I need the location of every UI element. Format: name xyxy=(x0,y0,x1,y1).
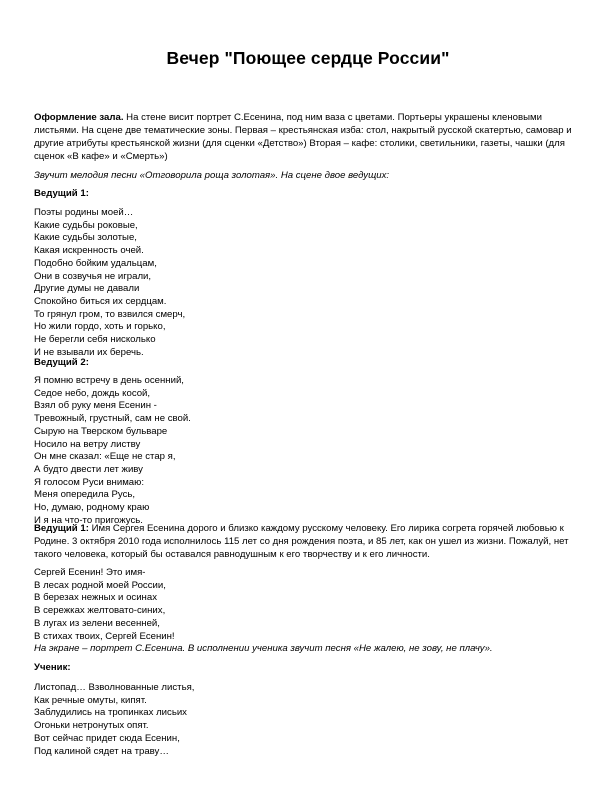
poem-line: Сырую на Тверском бульваре xyxy=(34,425,168,437)
poem-line: Я голосом Руси внимаю: xyxy=(34,476,145,488)
poem-line: Вот сейчас придет сюда Есенин, xyxy=(34,732,180,744)
host1-speech-text: Имя Сергея Есенина дорого и близко каждому русскому человеку. Его лирика согрета горячей любовью к Родине. 3 октября 2010 года исполнилось 115 лет со дня рождения поэта, и 85 лет, как он ушел из жизни. Пожалуй, нет такого человека, который бы оставался равнодушным к его творчеству и к его личности. xyxy=(34,523,569,560)
poem-line: В лесах родной моей России, xyxy=(34,579,166,591)
host1-speech xyxy=(34,522,574,561)
poem-line: Они в созвучья не играли, xyxy=(34,270,152,282)
poem-line: Седое небо, дождь косой, xyxy=(34,387,151,399)
stage-direction-2: На экране – портрет С.Есенина. В исполнении ученика звучит песня «Не жалею, не зову, не плачу». xyxy=(34,643,493,654)
student-label: Ученик: xyxy=(34,662,71,673)
poem-line: Носило на ветру листву xyxy=(34,438,141,450)
poem-line: Подобно бойким удальцам, xyxy=(34,257,157,269)
poem-line: Какие судьбы золотые, xyxy=(34,232,137,244)
poem-line: Заблудились на тропинках лисьих xyxy=(34,707,187,719)
poem-line: Огоньки нетронутых опят. xyxy=(34,720,149,732)
poem-line: В лугах из зелени весенней, xyxy=(34,617,160,629)
poem-line: Не берегли себя нисколько xyxy=(34,334,156,346)
poem-line: Взял об руку меня Есенин - xyxy=(34,400,157,412)
poem-line: Как речные омуты, кипят. xyxy=(34,694,147,706)
poem-line: Но жили гордо, хоть и горько, xyxy=(34,321,166,333)
poem-line: И я на что-то пригожусь. xyxy=(34,514,143,526)
poem-line: Какая искренность очей. xyxy=(34,245,144,257)
intro-label: Оформление зала. xyxy=(34,112,124,123)
poem-line: Но, думаю, родному краю xyxy=(34,502,150,514)
poem-line: Листопад… Взволнованные листья, xyxy=(34,682,195,693)
poem-line: В березах нежных и осинах xyxy=(34,592,157,604)
poem-line: Меня опередила Русь, xyxy=(34,489,136,501)
poem-line: Я помню встречу в день осенний, xyxy=(34,375,184,386)
poem-line: Под калиной сядет на траву… xyxy=(34,745,169,757)
student-poem xyxy=(34,682,194,758)
poem-line: И не взывали их беречь. xyxy=(34,346,144,358)
intro-paragraph xyxy=(34,111,574,163)
poem-line: А будто двести лет живу xyxy=(34,463,143,475)
poem-line: Сергей Есенин! Это имя- xyxy=(34,567,146,578)
page-title: Вечер "Поющее сердце России" xyxy=(166,48,450,68)
host1-poem xyxy=(34,207,185,359)
host1-poem2 xyxy=(34,567,175,643)
intro-text: На стене висит портрет С.Есенина, под ним ваза с цветами. Портьеры украшены кленовыми листьями. На сцене две тематические зоны. Первая – крестьянская изба: стол, накрытый русской скатертью, самовар и другие атрибуты крестьянской жизни (для сценки «Детство») Вторая – кафе: столики, светильники, газеты, чашки (для сценок «В кафе» и «Смерть») xyxy=(34,112,572,162)
poem-line: Поэты родины моей… xyxy=(34,207,134,218)
host2-label: Ведущий 2: xyxy=(34,357,89,368)
poem-line: Спокойно биться их сердцам. xyxy=(34,295,167,307)
stage-direction-1: Звучит мелодия песни «Отговорила роща золотая». На сцене двое ведущих: xyxy=(34,170,390,181)
poem-line: В стихах твоих, Сергей Есенин! xyxy=(34,630,175,642)
poem-line: Другие думы не давали xyxy=(34,283,140,295)
poem-line: То грянул гром, то взвился смерч, xyxy=(34,308,186,320)
host1-speech-label: Ведущий 1: xyxy=(34,523,89,534)
poem-line: Какие судьбы роковые, xyxy=(34,219,138,231)
poem-line: Тревожный, грустный, сам не свой. xyxy=(34,413,191,425)
host1-label: Ведущий 1: xyxy=(34,188,89,199)
host2-poem xyxy=(34,375,191,527)
poem-line: Он мне сказал: «Еще не стар я, xyxy=(34,451,176,463)
poem-line: В сережках желтовато-синих, xyxy=(34,605,166,617)
